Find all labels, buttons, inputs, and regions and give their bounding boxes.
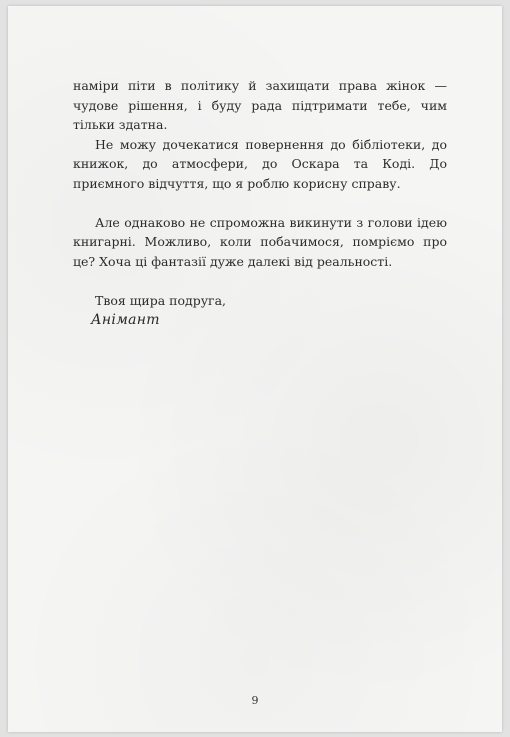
- book-page: [8, 6, 502, 732]
- letter-paragraph-3: Але однаково не спроможна викинути з голови ідею книгарні. Можливо, коли побачимося, помріємо про це? Хоча ці фантазії дуже далекі від реальності.: [73, 214, 447, 269]
- signature: Анімант: [91, 312, 160, 328]
- letter-body: [73, 76, 447, 331]
- letter-closing: Твоя щира подруга,: [95, 292, 227, 308]
- letter-paragraph-1: наміри піти в політику й захищати права жінок — чудове рішення, і буду рада підтримати тебе, чим тільки здатна.: [73, 78, 447, 132]
- page-number: 9: [251, 694, 259, 707]
- letter-paragraph-2: Не можу дочекатися повернення до бібліотеки, до книжок, до атмосфери, до Оскара та Коді. До приємного відчуття, що я роблю корисну справу.: [73, 136, 447, 191]
